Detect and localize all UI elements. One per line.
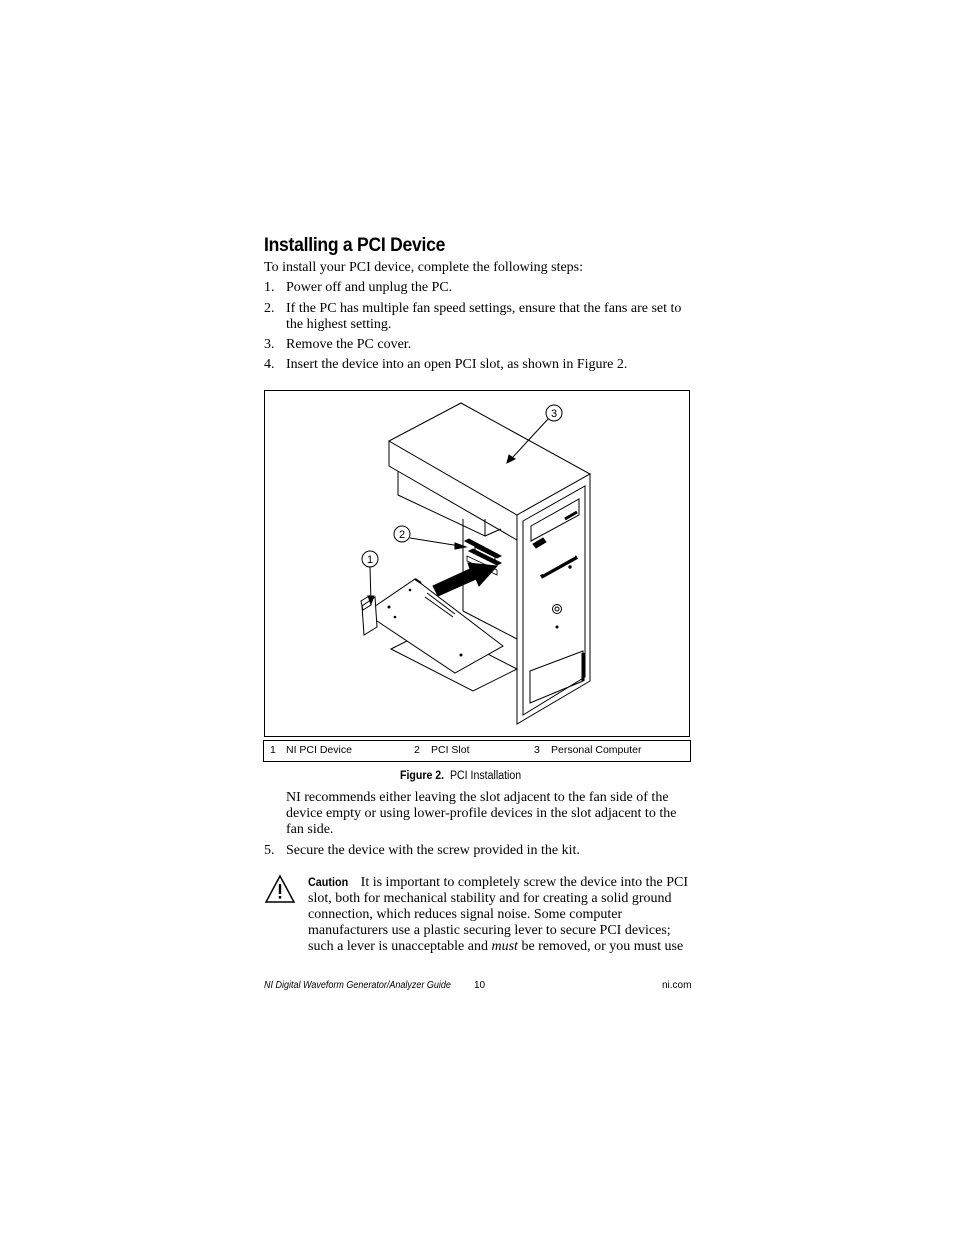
figure-illustration: [264, 390, 690, 737]
step-number: 5.: [264, 843, 275, 858]
legend-number: 3: [534, 744, 540, 756]
legend-label: NI PCI Device: [286, 744, 352, 756]
legend-label: Personal Computer: [551, 744, 642, 756]
pc-installation-illustration: [265, 391, 689, 736]
step-number: 4.: [264, 357, 275, 372]
step-number: 2.: [264, 301, 275, 316]
intro-text: To install your PCI device, complete the following steps:: [264, 260, 584, 275]
step-text: Power off and unplug the PC.: [286, 280, 453, 295]
step-number: 1.: [264, 280, 275, 295]
step-text: If the PC has multiple fan speed settings, ensure that the fans are set to the highest setting.: [286, 301, 682, 332]
figure-caption-text: PCI Installation: [449, 770, 522, 782]
caution-text: It is important to completely screw the device into the PCI slot, both for mechanical stability and for creating a solid ground connection, which reduces signal noise. Some computer manufacturers use a plastic securing lever to secure PCI devices; such a lever is unacceptable and: [308, 875, 689, 954]
section-heading: Installing a PCI Device: [264, 234, 446, 256]
legend-number: 1: [270, 744, 276, 756]
warning-triangle-icon: [264, 874, 296, 904]
caution-label: Caution: [308, 875, 349, 889]
step-text: Secure the device with the screw provided in the kit.: [286, 843, 580, 858]
footer-page-number: 10: [474, 980, 486, 991]
figure-legend: [263, 740, 691, 762]
figure-caption-label: Figure 2.: [400, 770, 445, 782]
legend-label: PCI Slot: [431, 744, 470, 756]
footer-guide-title: NI Digital Waveform Generator/Analyzer Guide: [264, 980, 451, 991]
step-text: Remove the PC cover.: [286, 337, 412, 352]
callout-3: 3: [550, 408, 558, 420]
figure-caption: [400, 770, 521, 782]
callout-1: 1: [366, 554, 374, 566]
caution-block: [308, 874, 693, 955]
legend-number: 2: [414, 744, 420, 756]
note-text: NI recommends either leaving the slot adjacent to the fan side of the device empty or using lower-profile devices in the slot adjacent to the fan side.: [286, 790, 677, 837]
caution-emphasis: must: [491, 939, 518, 954]
caution-text-end: be removed, or you must use: [517, 939, 684, 954]
footer-website: ni.com: [662, 980, 692, 991]
callout-2: 2: [398, 529, 406, 541]
step-number: 3.: [264, 337, 275, 352]
step-text: Insert the device into an open PCI slot, as shown in Figure 2.: [286, 357, 628, 372]
